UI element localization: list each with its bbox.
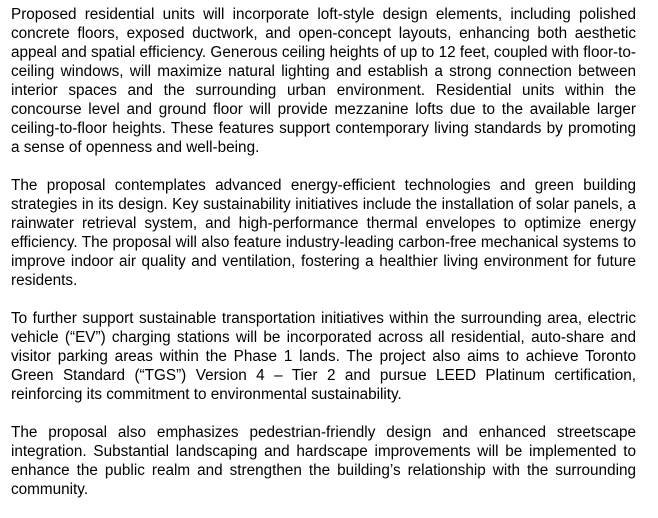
document-body [11,5,636,518]
paragraph-loft-design: Proposed residential units will incorporate loft-style design elements, including polished concrete floors, exposed ductwork, and open-concept layouts, enhancing both aesthetic appeal and spatial efficiency. Generous ceiling heights of up to 12 feet, coupled with floor-to-ceiling windows, will maximize natural lighting and establish a strong connection between interior spaces and the surrounding urban environment. Residential units within the concourse level and ground floor will provide mezzanine lofts due to the available larger ceiling-to-floor heights. These features support contemporary living standards by promoting a sense of openness and well-being. [11,6,636,156]
paragraph-sustainable-transportation: To further support sustainable transportation initiatives within the surrounding area, electric vehicle (“EV”) charging stations will be incorporated across all residential, auto-share and visitor parking areas within the Phase 1 lands. The project also aims to achieve Toronto Green Standard (“TGS”) Version 4 – Tier 2 and pursue LEED Platinum certification, reinforcing its commitment to environmental sustainability. [11,310,636,403]
paragraph-streetscape: The proposal also emphasizes pedestrian-friendly design and enhanced streetscape integration. Substantial landscaping and hardscape improvements will be implemented to enhance the public realm and strengthen the building’s relationship with the surrounding community. [11,424,636,498]
paragraph-energy-efficiency: The proposal contemplates advanced energy-efficient technologies and green building strategies in its design. Key sustainability initiatives include the installation of solar panels, a rainwater retrieval system, and high-performance thermal envelopes to optimize energy efficiency. The proposal will also feature industry-leading carbon-free mechanical systems to improve indoor air quality and ventilation, fostering a healthier living environment for future residents. [11,177,636,289]
